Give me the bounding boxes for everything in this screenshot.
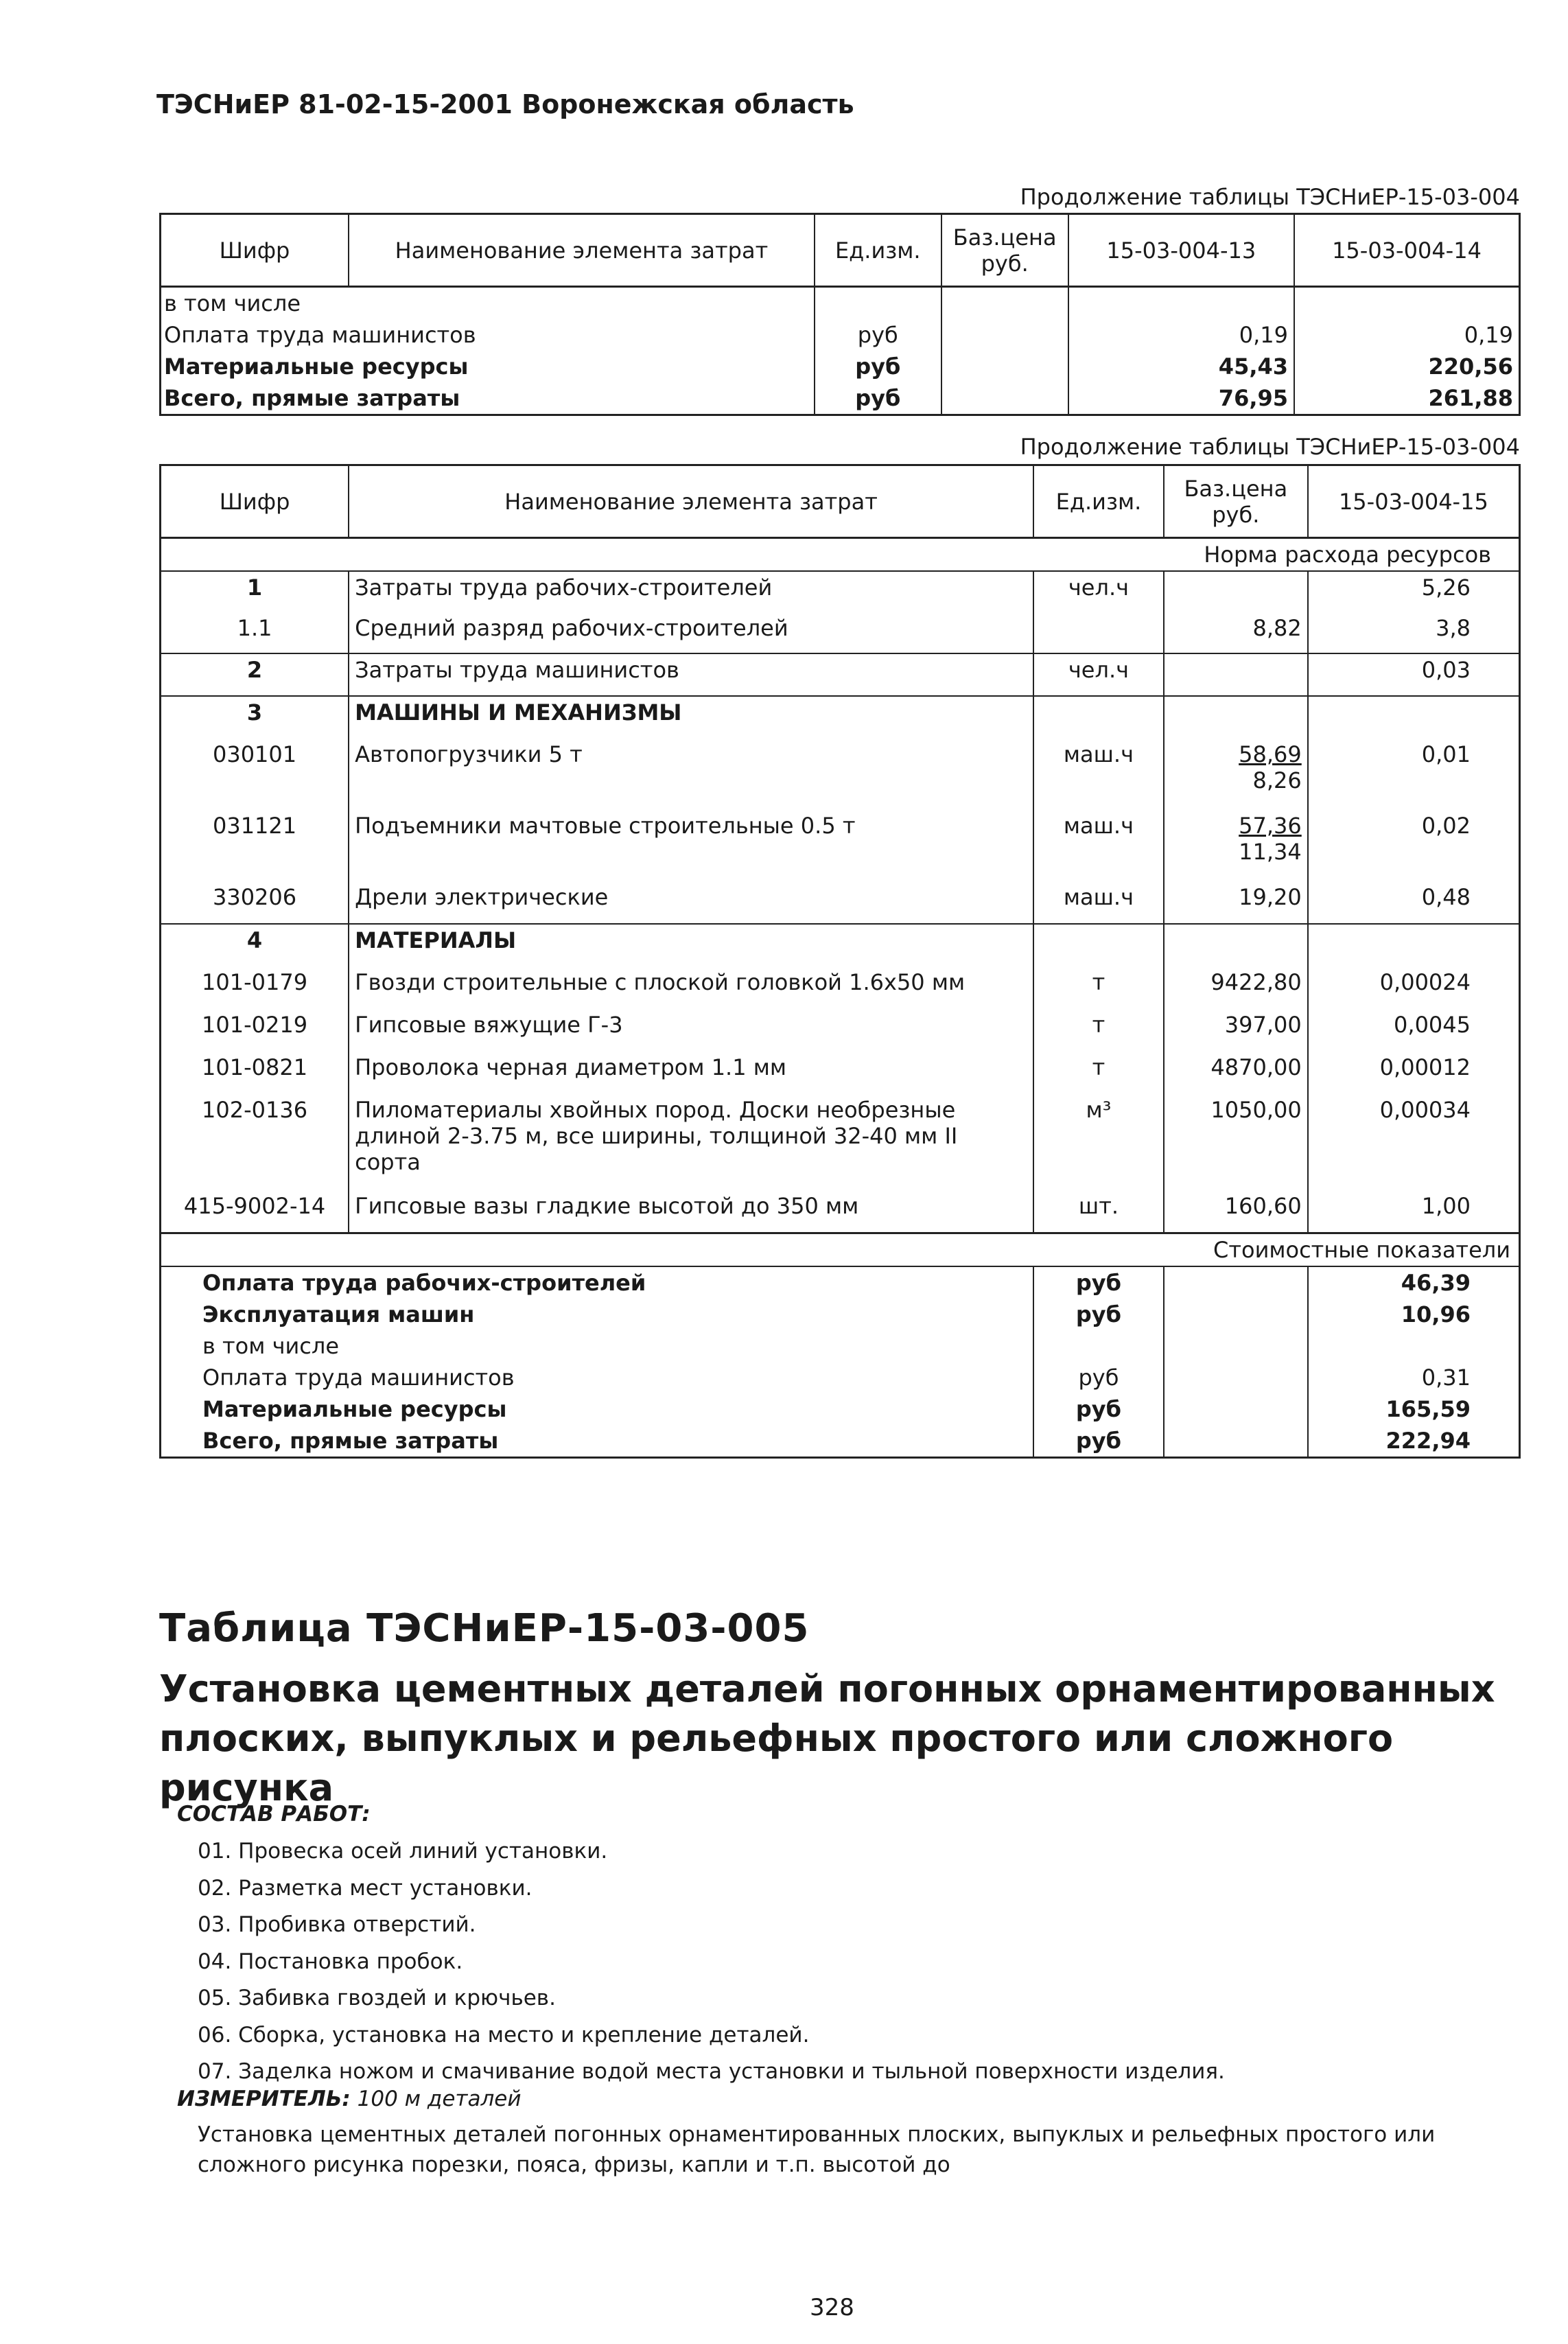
table-row: 031121 Подъемники мачтовые строительные 0.5 т маш.ч 57,36 11,34 0,02: [161, 810, 1520, 881]
list-item: 02. Разметка мест установки.: [198, 1875, 533, 1901]
meter-label: ИЗМЕРИТЕЛЬ:: [177, 2087, 351, 2111]
table-row: 101-0821 Проволока черная диаметром 1.1 мм т 4870,00 0,00012: [161, 1052, 1520, 1094]
meter-line: [177, 2087, 521, 2111]
col-price: Баз.цена руб.: [941, 214, 1068, 287]
col-code: Шифр: [161, 465, 349, 538]
summary-row: в том числе: [161, 1330, 1520, 1362]
works-list: [177, 1802, 1225, 2091]
list-item: 07. Заделка ножом и смачивание водой места установки и тыльной поверхности изделия.: [198, 2059, 1225, 2084]
table-row: 330206 Дрели электрические маш.ч 19,20 0,48: [161, 881, 1520, 924]
col-13: 15-03-004-13: [1068, 214, 1294, 287]
meter-description: Установка цементных деталей погонных орнаментированных плоских, выпуклых и рельефных простого или сложного рисунка порезки, пояса, фризы, капли и т.п. высотой до: [198, 2122, 1436, 2177]
col-name: Наименование элемента затрат: [349, 214, 815, 287]
col-15: 15-03-004-15: [1308, 465, 1520, 538]
summary-row: Оплата труда рабочих-строителей руб 46,39: [161, 1266, 1520, 1299]
norm-label-row: Норма расхода ресурсов: [161, 538, 1520, 572]
table-15-03-004-part2: [159, 464, 1521, 1459]
col-unit: Ед.изм.: [1033, 465, 1164, 538]
summary-row: Материальные ресурсы руб 165,59: [161, 1393, 1520, 1425]
section-subtitle: Установка цементных деталей погонных орнаментированных плоских, выпуклых и рельефных простого или сложного рисунка: [159, 1667, 1495, 1809]
list-item: 04. Постановка пробок.: [198, 1949, 463, 1974]
section-title: Таблица ТЭСНиЕР-15-03-005: [159, 1606, 810, 1651]
list-item: 03. Пробивка отверстий.: [198, 1912, 476, 1937]
table-row: 101-0179 Гвозди строительные с плоской головкой 1.6х50 мм т 9422,80 0,00024: [161, 966, 1520, 1009]
page-number: 328: [810, 2294, 854, 2321]
table-row: Материальные ресурсы руб 45,43 220,56: [161, 351, 1520, 382]
list-item: 01. Провеска осей линий установки.: [198, 1839, 608, 1864]
table-row: 101-0219 Гипсовые вяжущие Г-3 т 397,00 0,0045: [161, 1009, 1520, 1052]
list-item: 06. Сборка, установка на место и крепление деталей.: [198, 2022, 810, 2047]
works-heading: СОСТАВ РАБОТ:: [177, 1802, 371, 1826]
table-row: 2 Затраты труда машинистов чел.ч 0,03: [161, 653, 1520, 696]
table-row: 415-9002-14 Гипсовые вазы гладкие высотой до 350 мм шт. 160,60 1,00: [161, 1190, 1520, 1233]
col-unit: Ед.изм.: [815, 214, 941, 287]
table-row: 1 Затраты труда рабочих-строителей чел.ч 5,26: [161, 571, 1520, 612]
table-row: 3 МАШИНЫ И МЕХАНИЗМЫ: [161, 696, 1520, 739]
col-name: Наименование элемента затрат: [349, 465, 1033, 538]
col-price: Баз.цена руб.: [1164, 465, 1308, 538]
table-row: Всего, прямые затраты руб 76,95 261,88: [161, 382, 1520, 415]
table-header-row: [161, 214, 1520, 287]
table-row: в том числе: [161, 287, 1520, 320]
cost-label-row: Стоимостные показатели: [161, 1233, 1520, 1266]
table-row: 4 МАТЕРИАЛЫ: [161, 924, 1520, 966]
col-14: 15-03-004-14: [1294, 214, 1519, 287]
col-code: Шифр: [161, 214, 349, 287]
table-row: Оплата труда машинистов руб 0,19 0,19: [161, 319, 1520, 351]
continuation-caption-1: Продолжение таблицы ТЭСНиЕР-15-03-004: [1020, 184, 1520, 210]
table-15-03-004-part1: [159, 213, 1521, 416]
list-item: 05. Забивка гвоздей и крючьев.: [198, 1986, 556, 2010]
meter-value: 100 м деталей: [357, 2087, 522, 2111]
summary-row: Эксплуатация машин руб 10,96: [161, 1299, 1520, 1330]
summary-row: Оплата труда машинистов руб 0,31: [161, 1362, 1520, 1393]
summary-row: Всего, прямые затраты руб 222,94: [161, 1425, 1520, 1458]
table-header-row: [161, 465, 1520, 538]
page-header: ТЭСНиЕР 81-02-15-2001 Воронежская область: [156, 89, 854, 119]
continuation-caption-2: Продолжение таблицы ТЭСНиЕР-15-03-004: [1020, 434, 1520, 460]
table-row: 030101 Автопогрузчики 5 т маш.ч 58,69 8,26 0,01: [161, 739, 1520, 810]
table-row: 1.1 Средний разряд рабочих-строителей 8,82 3,8: [161, 612, 1520, 653]
table-row: 102-0136 Пиломатериалы хвойных пород. Доски необрезные длиной 2-3.75 м, все ширины, толщиной 32-40 мм II сорта м³ 1050,00 0,00034: [161, 1094, 1520, 1190]
